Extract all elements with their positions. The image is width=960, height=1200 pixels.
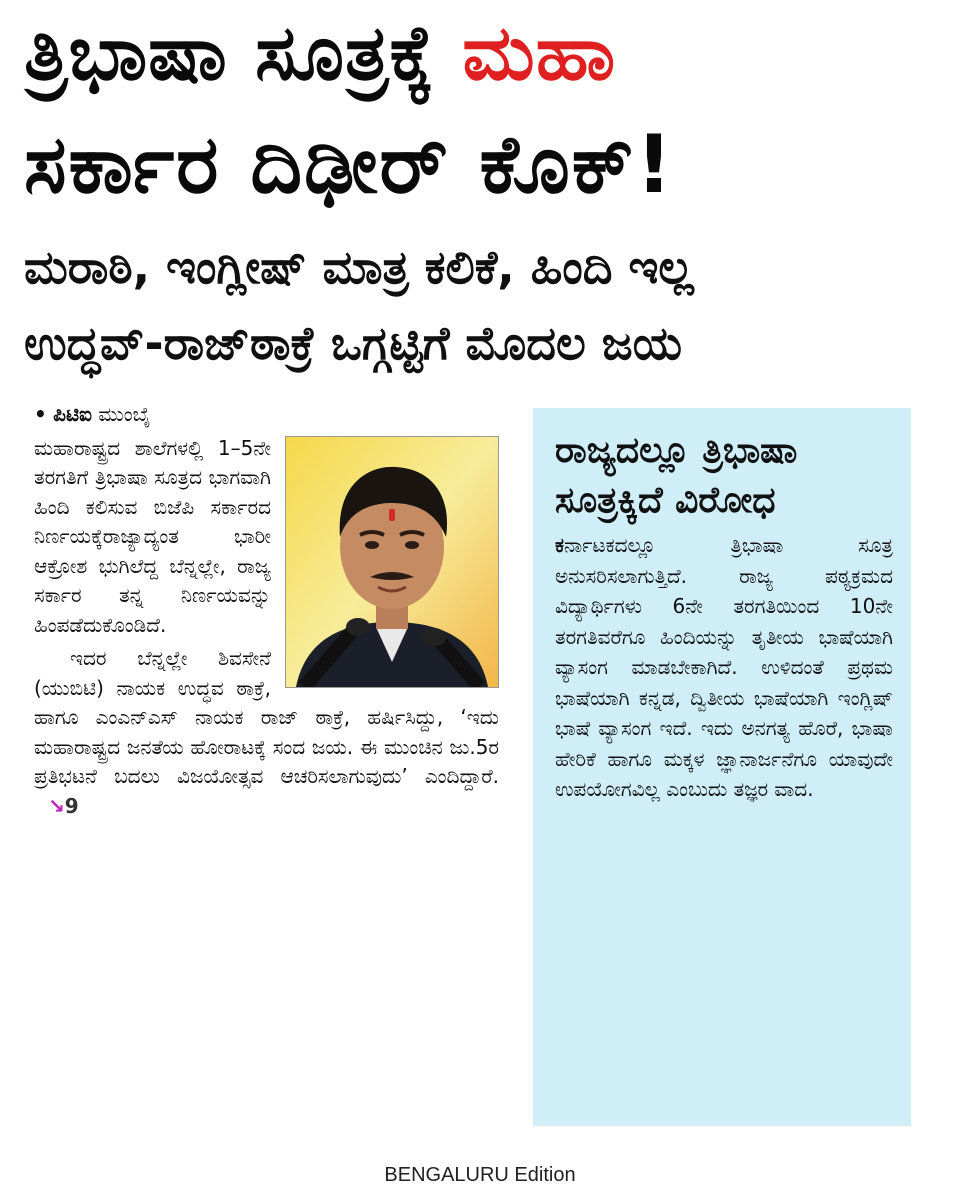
dateline-city: ಮುಂಬೈ — [98, 402, 151, 426]
news-agency: ಪಿಟಿಐ — [53, 402, 92, 426]
sidebar-title: ರಾಜ್ಯದಲ್ಲೂ ತ್ರಿಭಾಷಾ ಸೂತ್ರಕ್ಕಿದೆ ವಿರೋಧ — [555, 430, 798, 521]
sidebar-lead-letter: ಕ — [555, 533, 564, 557]
sidebar-box — [533, 408, 911, 1126]
sidebar-body — [555, 530, 893, 805]
headline-line-1 — [24, 8, 936, 99]
article-paragraph-1: ಮಹಾರಾಷ್ಟ್ರದ ಶಾಲೆಗಳಲ್ಲಿ 1–5ನೇ ತರಗತಿಗೆ ತ್ರಿಭಾಷಾ ಸೂತ್ರದ ಭಾಗವಾಗಿ ಹಿಂದಿ ಕಲಿಸುವ ಬಿಜೆಪಿ ಸರ್ಕಾರದ ನಿರ್ಣಯಕ್ಕೆರಾಜ್ಯಾದ್ಯಂತ ಭಾರೀ ಆಕ್ರೋಶ ಭುಗಿಲೆದ್ದ ಬೆನ್ನಲ್ಲೇ, ರಾಜ್ಯ ಸರ್ಕಾರ ತನ್ನ ನಿರ್ಣಯವನ್ನು ಹಿಂಪಡೆದುಕೊಂಡಿದೆ. — [34, 435, 271, 637]
politician-photo — [285, 436, 499, 688]
headline-red-word: ಮಹಾ — [462, 8, 617, 97]
continued-page-number: 9 — [64, 793, 79, 818]
portrait-illustration — [286, 437, 498, 687]
sidebar-body-text: ರ್ನಾಟಕದಲ್ಲೂ ತ್ರಿಭಾಷಾ ಸೂತ್ರ ಅನುಸರಿಸಲಾಗುತ್ತಿದೆ. ರಾಜ್ಯ ಪಠ್ಯಕ್ರಮದ ವಿದ್ಯಾರ್ಥಿಗಳು 6ನೇ ತರಗತಿಯಿಂದ 10ನೇ ತರಗತಿವರೆಗೂ ಹಿಂದಿಯನ್ನು ತೃತೀಯ ಭಾಷೆಯಾಗಿ ವ್ಯಾಸಂಗ ಮಾಡಬೇಕಾಗಿದೆ. ಉಳಿದಂತೆ ಪ್ರಥಮ ಭಾಷೆಯಾಗಿ ಕನ್ನಡ, ದ್ವಿತೀಯ ಭಾಷೆಯಾಗಿ ಇಂಗ್ಲಿಷ್ ಭಾಷೆ ವ್ಯಾಸಂಗ ಇದೆ. ಇದು ಅನಗತ್ಯ ಹೊರೆ, ಭಾಷಾ ಹೇರಿಕೆ ಹಾಗೂ ಮಕ್ಕಳ ಜ್ಞಾನಾರ್ಜನೆಗೂ ಯಾವುದೇ ಉಪಯೋಗವಿಲ್ಲ ಎಂಬುದು ತಜ್ಞರ ವಾದ. — [555, 533, 893, 801]
dateline-bullet: • — [34, 402, 47, 426]
headline-part-1: ತ್ರಿಭಾಷಾ ಸೂತ್ರಕ್ಕೆ — [24, 8, 435, 97]
subheadline-line-1: ಮರಾಠಿ, ಇಂಗ್ಲೀಷ್ ಮಾತ್ರ ಕಲಿಕೆ, ಹಿಂದಿ ಇಲ್ಲ — [24, 240, 694, 294]
subheadline-line-2: ಉದ್ಧವ್-ರಾಜ್‌ಠಾಕ್ರೆ ಒಗ್ಗಟ್ಟಿಗೆ ಮೊದಲ ಜಯ — [24, 316, 682, 370]
dateline — [34, 400, 499, 430]
headline-line-2: ಸರ್ಕಾರ ದಿಢೀರ್ ಕೊಕ್! — [24, 118, 675, 211]
continued-arrow-icon: ↘ — [47, 793, 65, 818]
article-body — [34, 400, 499, 821]
article-paragraph-2: ಇದರ ಬೆನ್ನಲ್ಲೇ ಶಿವಸೇನೆ (ಯುಬಿಟಿ) ನಾಯಕ ಉದ್ಧವ ಠಾಕ್ರೆ, ಹಾಗೂ ಎಂಎನ್‌ಎಸ್ ನಾಯಕ ರಾಜ್ ಠಾಕ್ರೆ, ಹರ್ಷಿಸಿದ್ದು, ‘ಇದು ಮಹಾರಾಷ್ಟ್ರದ ಜನತೆಯ ಹೋರಾಟಕ್ಕೆ ಸಂದ ಜಯ. ಈ ಮುಂಚಿನ ಜು.5ರ ಪ್ರತಿಭಟನೆ ಬದಲು ವಿಜಯೋತ್ಸವ ಆಚರಿಸಲಾಗುವುದು’ ಎಂದಿದ್ದಾರೆ. — [34, 646, 499, 788]
edition-label: BENGALURU Edition — [384, 1164, 576, 1186]
continued-marker — [34, 794, 79, 818]
